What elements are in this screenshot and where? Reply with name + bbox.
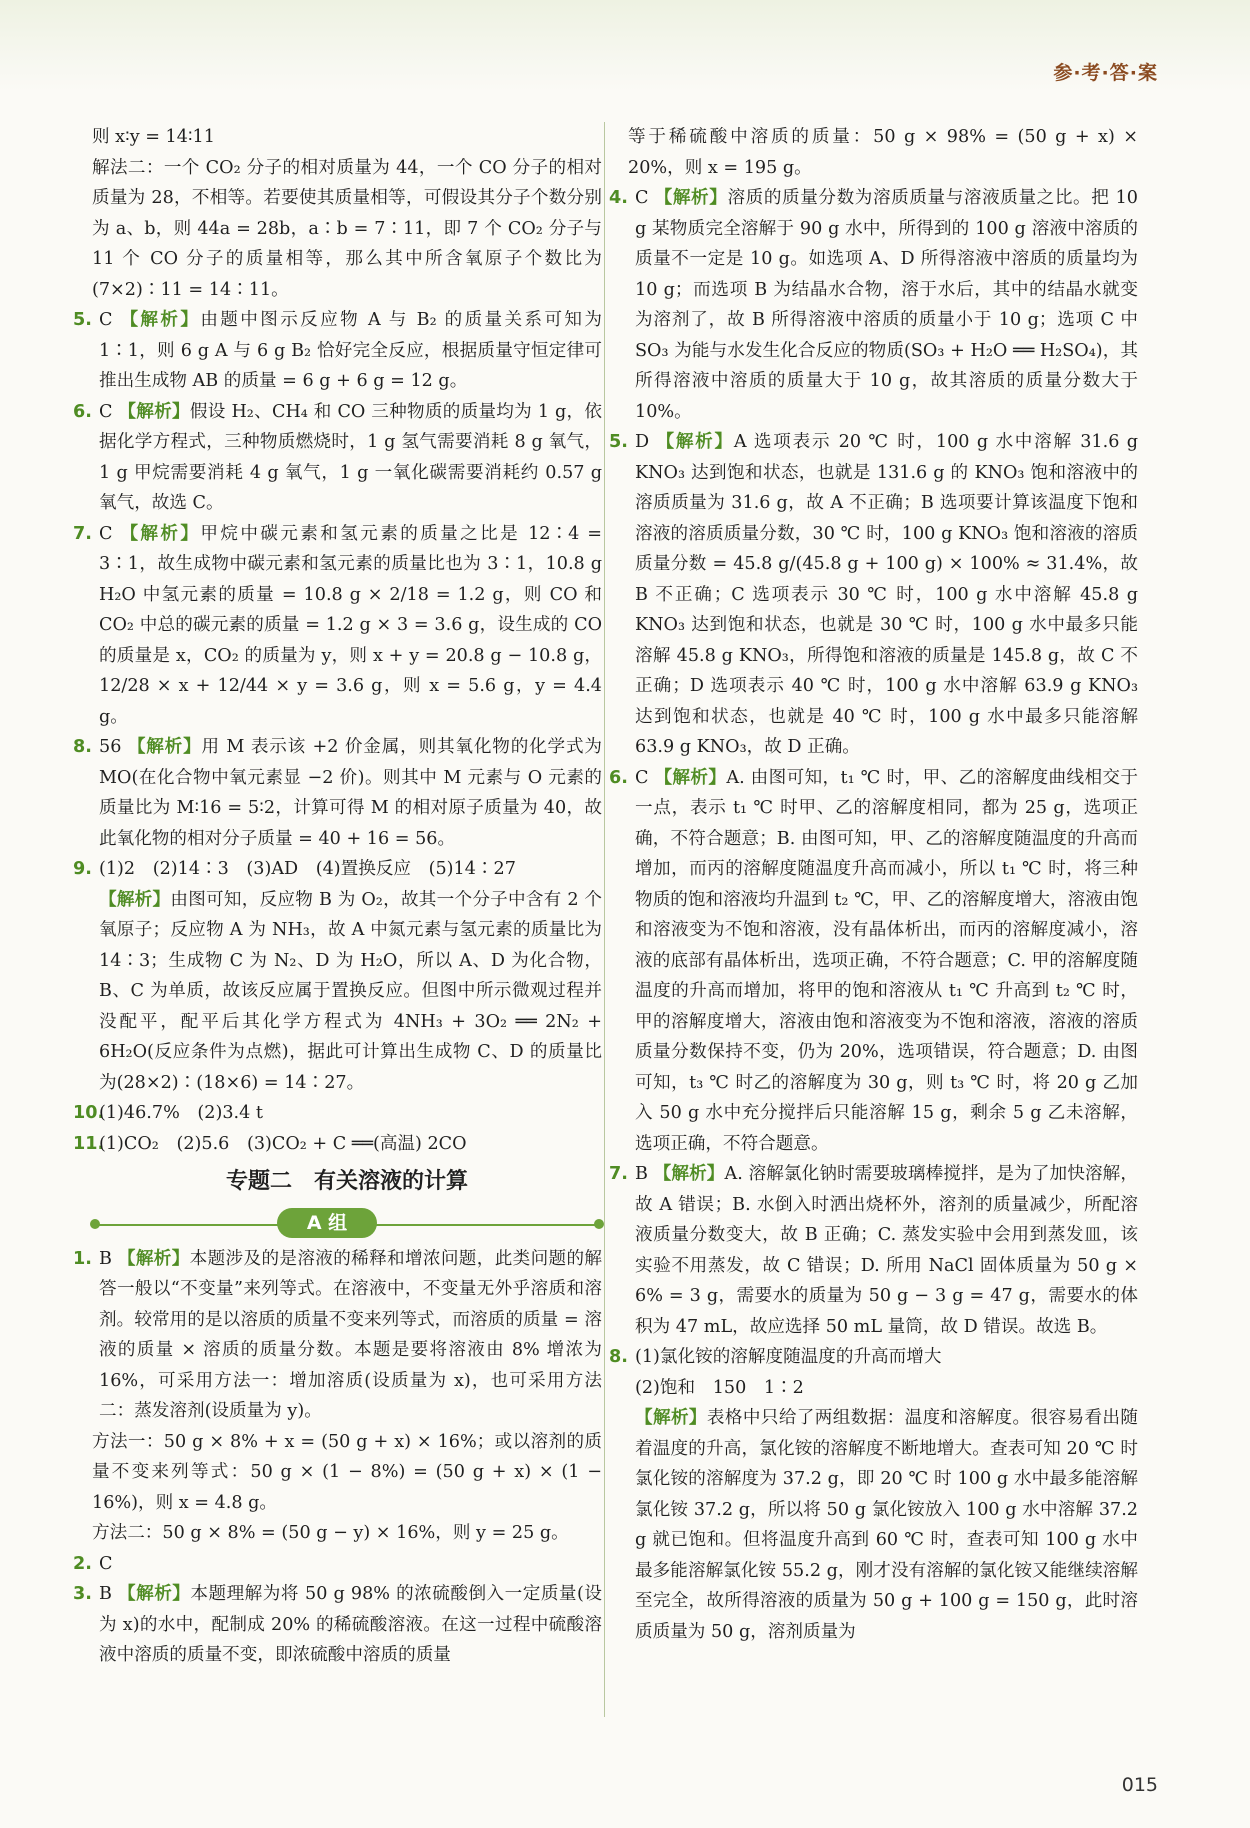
group-a-question-1: 1. B 【解析】本题涉及的是溶液的稀释和增浓问题，此类问题的解答一般以“不变量”来列等式。在溶液中，不变量无外乎溶质和溶剂。较常用的是以溶质的质量不变来列等式，而溶质的质量 = 溶液的质量 × 溶质的质量分数。本题是要将溶液由 8% 增浓为 16%，可采用方法一：增加溶质(设质量为 x)，也可采用方法二：蒸发溶剂(设质量为 y)。	[73, 1248, 602, 1421]
question-5: 5. C 【解析】由题中图示反应物 A 与 B₂ 的质量关系可知为 1∶1，则 6 g A 与 6 g B₂ 恰好完全反应，根据质量守恒定律可推出生成物 AB 的质量 = 6 g + 6 g = 12 g。	[73, 310, 602, 391]
question-11: 11.(1)CO₂ (2)5.6 (3)CO₂ + C ══(高温) 2CO	[73, 1133, 467, 1154]
group-a-question-8-answer-1: 8. (1)氯化铵的溶解度随温度的升高而增大	[609, 1347, 942, 1367]
question-7: 7. C 【解析】甲烷中碳元素和氢元素的质量之比是 12∶4 = 3∶1，故生成物中碳元素和氢元素的质量比也为 3∶1，10.8 g H₂O 中氢元素的质量 = 10.8 g × 2/18 = 1.2 g，则 CO 和 CO₂ 中总的碳元素的质量 = 1.2 g × 3 = 3.6 g，设生成的 CO 的质量是 x，CO₂ 的质量为 y，则 x + y = 20.8 g − 10.8 g，12/28 × x + 12/44 × y = 3.6 g，则 x = 5.6 g，y = 4.4 g。	[73, 523, 602, 727]
group-divider	[92, 1204, 602, 1244]
group-a-question-7: 7. B 【解析】A. 溶解氯化钠时需要玻璃棒搅拌，是为了加快溶解，故 A 错误；B. 水倒入时洒出烧杯外，溶剂的质量减少，所配溶液质量分数变大，故 B 正确；C. 蒸发实验中会用到蒸发皿，该实验不用蒸发，故 C 错误；D. 所用 NaCl 固体质量为 50 g × 6% = 3 g，需要水的质量为 50 g − 3 g = 47 g，需要水的体积为 47 mL，故应选择 50 mL 量筒，故 D 错误。故选 B。	[609, 1164, 1138, 1337]
rule-dot-right	[594, 1219, 604, 1229]
right-column	[609, 122, 1139, 1647]
method-two-solution: 方法二：50 g × 8% = (50 g − y) × 16%，则 y = 25 g。	[92, 1523, 569, 1543]
question-8: 8. 56 【解析】用 M 表示该 +2 价金属，则其氧化物的化学式为 MO(在化合物中氧元素显 −2 价)。则其中 M 元素与 O 元素的质量比为 M∶16 = 5∶2，计算可得 M 的相对原子质量为 40，故此氧化物的相对分子质量 = 40 + 16 = 56。	[73, 737, 602, 849]
method-two: 解法二：一个 CO₂ 分子的相对质量为 44，一个 CO 分子的相对质量为 28，不相等。若要使其质量相等，可假设其分子个数分别为 a、b，则 44a = 28b，a∶b = 7∶11，即 7 个 CO₂ 分子与 11 个 CO 分子的质量相等，那么其中所含氧原子个数比为(7×2)∶11 = 14∶11。	[92, 157, 602, 300]
question-9-answer: 9. (1)2 (2)14∶3 (3)AD (4)置换反应 (5)14∶27	[73, 859, 516, 879]
group-a-question-6: 6. C 【解析】A. 由图可知，t₁ ℃ 时，甲、乙的溶解度曲线相交于一点，表示 t₁ ℃ 时甲、乙的溶解度相同，都为 25 g，选项正确，不符合题意；B. 由图可知，甲、乙的溶解度随温度的升高而增加，而丙的溶解度随温度升高而减小，所以 t₁ ℃ 时，将三种物质的饱和溶液均升温到 t₂ ℃，甲、乙的溶解度增大，溶液由饱和溶液变为不饱和溶液，没有晶体析出，而丙的溶解度减小，溶液的底部有晶体析出，选项正确，不符合题意；C. 甲的溶解度随温度的升高而增加，将甲的饱和溶液从 t₁ ℃ 升高到 t₂ ℃ 时，甲的溶解度增大，溶液由饱和溶液变为不饱和溶液，溶液的溶质质量分数保持不变，仍为 20%，选项错误，符合题意；D. 由图可知，t₃ ℃ 时乙的溶解度为 30 g，则 t₃ ℃ 时，将 20 g 乙加入 50 g 水中充分搅拌后只能溶解 15 g，剩余 5 g 乙未溶解，选项正确，不符合题意。	[609, 767, 1138, 1154]
group-a-question-2: 2. C	[73, 1553, 113, 1574]
group-a-question-4: 4. C 【解析】溶质的质量分数为溶质质量与溶液质量之比。把 10 g 某物质完全溶解于 90 g 水中，所得到的 100 g 溶液中溶质的质量不一定是 10 g。如选项 A、D 所得溶液中溶质的质量均为 10 g；而选项 B 为结晶水合物，溶于水后，其中的结晶水就变为溶剂了，故 B 所得溶液中溶质的质量小于 10 g；选项 C 中 SO₃ 为能与水发生化合反应的物质(SO₃ + H₂O ══ H₂SO₄)，其所得溶液中溶质的质量大于 10 g，故其溶质的质量分数大于 10%。	[609, 188, 1139, 422]
line-ratio: 则 x∶y = 14∶11	[92, 127, 215, 147]
rule-dot-left	[90, 1219, 100, 1229]
group-a-question-8-analysis: 【解析】表格中只给了两组数据：温度和溶解度。很容易看出随着温度的升高，氯化铵的溶解度不断地增大。查表可知 20 ℃ 时氯化铵的溶解度为 37.2 g，即 20 ℃ 时 100 g 水中最多能溶解氯化铵 37.2 g，所以将 50 g 氯化铵放入 100 g 水中溶解 37.2 g 就已饱和。但将温度升高到 60 ℃ 时，查表可知 100 g 水中最多能溶解氯化铵 55.2 g，刚才没有溶解的氯化铵又能继续溶解至完全，故所得溶液的质量为 50 g + 100 g = 150 g，此时溶质质量为 50 g，溶剂质量为	[635, 1408, 1138, 1642]
question-9-analysis: 【解析】由图可知，反应物 B 为 O₂，故其一个分子中含有 2 个氧原子；反应物 A 为 NH₃，故 A 中氮元素与氢元素的质量比为 14∶3；生成物 C 为 N₂、D 为 H₂O，所以 A、D 为化合物，B、C 为单质，故该反应属于置换反应。但图中所示微观过程并没配平，配平后其化学方程式为 4NH₃ + 3O₂ ══ 2N₂ + 6H₂O(反应条件为点燃)，据此可计算出生成物 C、D 的质量比为(28×2)∶(18×6) = 14∶27。	[99, 889, 602, 1093]
question-3-continued: 等于稀硫酸中溶质的质量：50 g × 98% = (50 g + x) × 20%，则 x = 195 g。	[628, 127, 1138, 178]
left-column	[73, 122, 602, 1671]
group-a-question-5: 5. D 【解析】A 选项表示 20 ℃ 时，100 g 水中溶解 31.6 g KNO₃ 达到饱和状态，也就是 131.6 g 的 KNO₃ 饱和溶液中的溶质质量为 31.6 g，故 A 不正确；B 选项要计算该温度下饱和溶液的溶质质量分数，30 ℃ 时，100 g KNO₃ 饱和溶液的溶质质量分数 = 45.8 g/(45.8 g + 100 g) × 100% ≈ 31.4%，故 B 不正确；C 选项表示 30 ℃ 时，100 g 水中溶解 45.8 g KNO₃ 达到饱和状态，也就是 30 ℃ 时，100 g 水中最多只能溶解 45.8 g KNO₃，所得饱和溶液的质量是 145.8 g，故 C 不正确；D 选项表示 40 ℃ 时，100 g 水中溶解 63.9 g KNO₃ 达到饱和状态，也就是 40 ℃ 时，100 g 水中最多只能溶解 63.9 g KNO₃，故 D 正确。	[609, 432, 1138, 757]
header-answer-tag: 参·考·答·案	[1053, 62, 1158, 84]
group-badge: A 组	[277, 1208, 377, 1238]
question-6: 6. C 【解析】假设 H₂、CH₄ 和 CO 三种物质的质量均为 1 g，依据化学方程式，三种物质燃烧时，1 g 氢气需要消耗 8 g 氧气，1 g 甲烷需要消耗 4 g 氧气，1 g 一氧化碳需要消耗约 0.57 g 氧气，故选 C。	[73, 401, 602, 513]
section-title: 专题二 有关溶液的计算	[225, 1169, 468, 1194]
page-number: 015	[1121, 1774, 1158, 1796]
group-a-question-3: 3. B 【解析】本题理解为将 50 g 98% 的浓硫酸倒入一定质量(设为 x)的水中，配制成 20% 的稀硫酸溶液。在这一过程中硫酸溶液中溶质的质量不变，即浓硫酸中溶质的质量	[73, 1584, 602, 1665]
question-10: 10.(1)46.7% (2)3.4 t	[73, 1103, 263, 1123]
method-one: 方法一：50 g × 8% + x = (50 g + x) × 16%；或以溶剂的质量不变来列等式：50 g × (1 − 8%) = (50 g + x) × (1 − 16%)，则 x = 4.8 g。	[92, 1431, 602, 1513]
column-divider	[604, 122, 605, 1717]
group-a-question-8-answer-2: (2)饱和 150 1∶2	[635, 1377, 804, 1398]
